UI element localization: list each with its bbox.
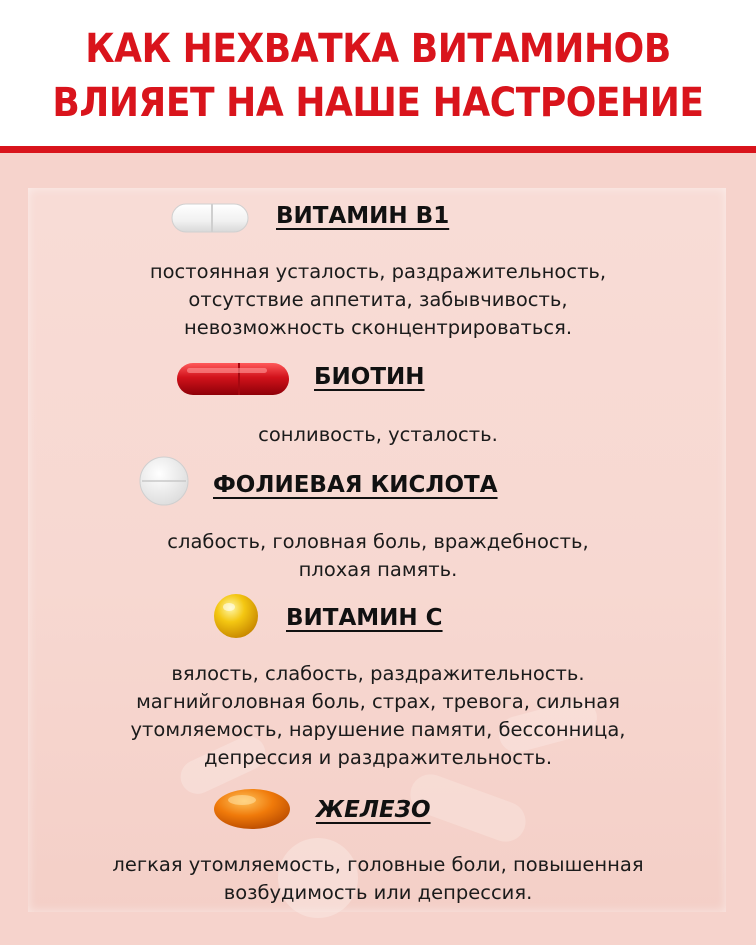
symptom-line: постоянная усталость, раздражительность, [149, 260, 607, 283]
page-title-line-2: ВЛИЯЕТ НА НАШЕ НАСТРОЕНИЕ [52, 80, 704, 126]
symptoms-text [40, 258, 716, 342]
vitamin-heading: ВИТАМИН В1 [276, 203, 450, 229]
header [0, 0, 756, 148]
symptoms-text [40, 660, 716, 772]
vitamin-heading: ФОЛИЕВАЯ КИСЛОТА [213, 472, 498, 498]
vitamin-heading: БИОТИН [314, 364, 425, 390]
symptom-line: утомляемость, нарушение памяти, бессонница, [130, 718, 626, 741]
symptom-line: невозможность сконцентрироваться. [183, 316, 573, 339]
symptom-line: возбудимость или депрессия. [223, 881, 533, 904]
vitamin-heading: ВИТАМИН С [286, 605, 443, 631]
symptoms-text [40, 528, 716, 584]
divider-rule [0, 146, 756, 153]
symptoms-text [40, 851, 716, 907]
symptom-line: магнийголовная боль, страх, тревога, сильная [136, 690, 620, 713]
symptom-line: сонливость, усталость. [258, 423, 498, 446]
orange-softgel-icon [212, 787, 292, 831]
symptom-line: плохая память. [298, 558, 458, 581]
symptom-line: легкая утомляемость, головные боли, повышенная [112, 853, 644, 876]
symptoms-text [40, 421, 716, 449]
symptom-line: слабость, головная боль, враждебность, [167, 530, 589, 553]
white-capsule-icon [170, 200, 250, 236]
symptom-line: отсутствие аппетита, забывчивость, [188, 288, 568, 311]
yellow-softgel-icon [212, 592, 260, 640]
white-tablet-icon [138, 455, 190, 507]
red-capsule-icon [175, 360, 291, 398]
symptom-line: депрессия и раздражительность. [203, 746, 553, 769]
symptom-line: вялость, слабость, раздражительность. [171, 662, 585, 685]
vitamin-heading: ЖЕЛЕЗО [316, 797, 431, 823]
page-title-line-1: КАК НЕХВАТКА ВИТАМИНОВ [85, 26, 671, 72]
